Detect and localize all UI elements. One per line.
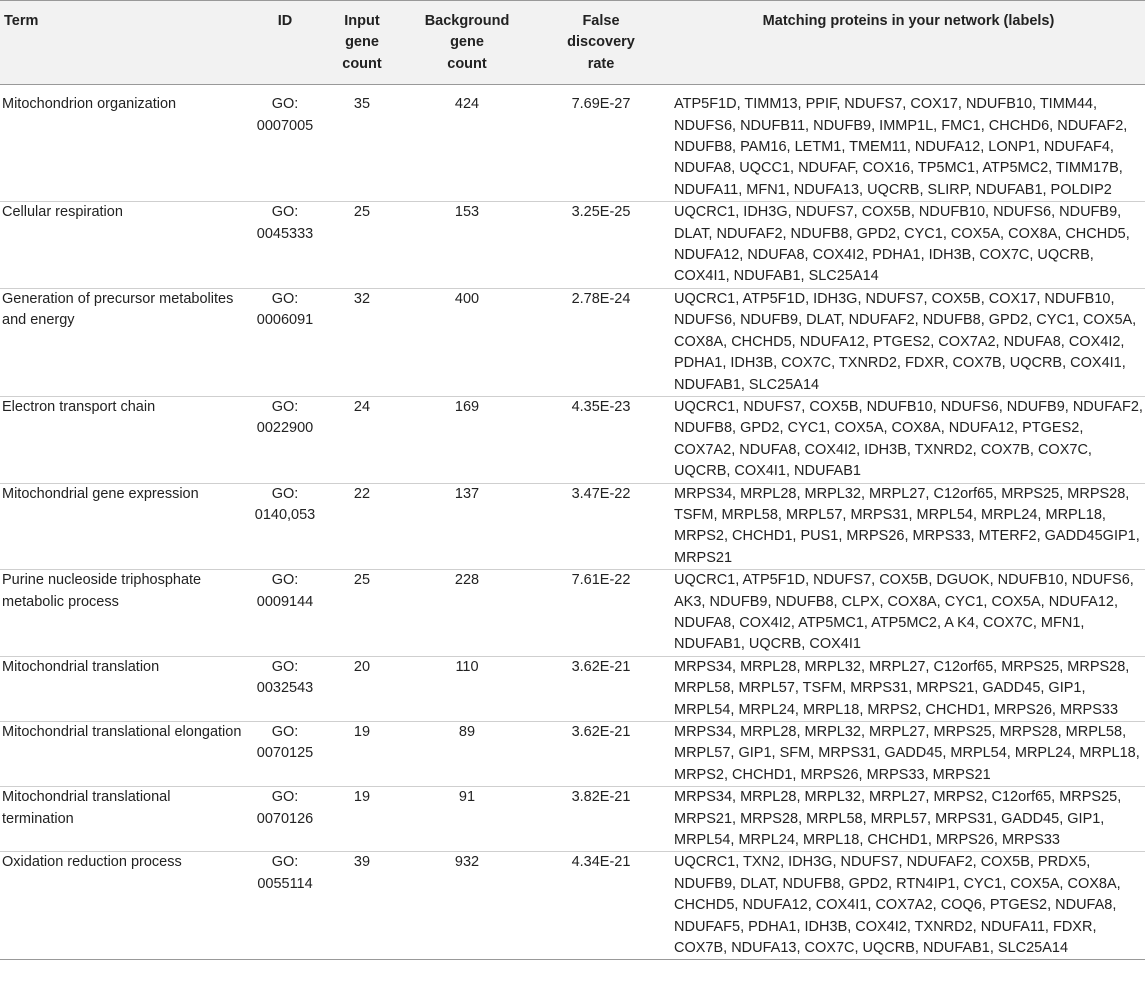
background-count-cell: 228 [404, 570, 530, 657]
header-fdr-line-3: rate [587, 55, 615, 72]
fdr-cell: 7.61E-22 [530, 570, 672, 657]
table-row [0, 852, 1145, 960]
id-cell [250, 288, 320, 396]
table-row [0, 396, 1145, 483]
background-count-cell: 89 [404, 722, 530, 787]
input-count-cell: 19 [320, 722, 404, 787]
input-count-cell: 22 [320, 483, 404, 570]
fdr-cell: 3.62E-21 [530, 656, 672, 721]
header-background-line-3: count [447, 55, 487, 72]
matching-proteins-cell: UQCRC1, ATP5F1D, IDH3G, NDUFS7, COX5B, COX17, NDUFB10, NDUFS6, NDUFB9, DLAT, NDUFAF2, NDUFB8, GPD2, CYC1, COX5A, COX8A, CHCHD5, NDUFA12, PTGES2, COX7A2, NDUFA8, COX4I2, PDHA1, IDH3B, COX7C, TXNRD2, FDXR, COX7B, UQCRB, COX4I1, NDUFAB1, SLC25A14 [672, 288, 1145, 396]
fdr-cell: 7.69E-27 [530, 85, 672, 202]
term-cell: Generation of precursor metabolites and energy [0, 288, 250, 396]
input-count-cell: 20 [320, 656, 404, 721]
background-count-cell: 110 [404, 656, 530, 721]
id-cell [250, 656, 320, 721]
header-term: Term [0, 1, 250, 85]
header-input-gene-count [320, 1, 404, 85]
term-cell: Purine nucleoside triphosphate metabolic process [0, 570, 250, 657]
matching-proteins-cell: MRPS34, MRPL28, MRPL32, MRPL27, C12orf65, MRPS25, MRPS28, MRPL58, MRPL57, TSFM, MRPS31, MRPS21, GADD45, GIP1, MRPL54, MRPL24, MRPL18, MRPS2, CHCHD1, MRPS26, MRPS33 [672, 656, 1145, 721]
background-count-cell: 91 [404, 787, 530, 852]
input-count-cell: 24 [320, 396, 404, 483]
fdr-cell: 4.34E-21 [530, 852, 672, 960]
input-count-cell: 25 [320, 202, 404, 289]
id-cell [250, 85, 320, 202]
id-number: 0070125 [256, 745, 314, 762]
header-fdr-line-2: discovery [567, 34, 635, 51]
id-number: 0022900 [256, 420, 314, 437]
fdr-cell: 4.35E-23 [530, 396, 672, 483]
matching-proteins-cell: UQCRC1, ATP5F1D, NDUFS7, COX5B, DGUOK, NDUFB10, NDUFS6, AK3, NDUFB9, NDUFB8, CLPX, COX8A, CYC1, COX5A, NDUFA12, NDUFA8, COX4I2, ATP5MC1, ATP5MC2, A K4, COX7C, MFN1, NDUFAB1, UQCRB, COX4I1 [672, 570, 1145, 657]
header-input-line-2: gene [345, 34, 379, 51]
background-count-cell: 932 [404, 852, 530, 960]
term-cell: Electron transport chain [0, 396, 250, 483]
term-cell: Cellular respiration [0, 202, 250, 289]
term-cell: Mitochondrial translation [0, 656, 250, 721]
term-cell: Mitochondrion organization [0, 85, 250, 202]
id-prefix: GO: [271, 658, 299, 675]
header-row [0, 1, 1145, 85]
matching-proteins-cell: MRPS34, MRPL28, MRPL32, MRPL27, C12orf65, MRPS25, MRPS28, TSFM, MRPL58, MRPL57, MRPS31, MRPL54, MRPL24, MRPL18, MRPS2, CHCHD1, PUS1, MRPS26, MRPS33, MTERF2, GADD45GIP1, MRPS21 [672, 483, 1145, 570]
header-background-line-1: Background [424, 13, 510, 29]
header-id: ID [250, 1, 320, 85]
header-input-line-3: count [342, 55, 382, 72]
fdr-cell: 3.47E-22 [530, 483, 672, 570]
fdr-cell: 3.62E-21 [530, 722, 672, 787]
id-prefix: GO: [271, 204, 299, 221]
table-row [0, 656, 1145, 721]
id-prefix: GO: [271, 854, 299, 871]
id-cell [250, 787, 320, 852]
table-header [0, 1, 1145, 85]
id-number: 0007005 [256, 117, 314, 134]
input-count-cell: 19 [320, 787, 404, 852]
term-cell: Oxidation reduction process [0, 852, 250, 960]
header-fdr-line-1: False [582, 13, 620, 29]
background-count-cell: 424 [404, 85, 530, 202]
id-number: 0006091 [256, 312, 314, 329]
fdr-cell: 3.82E-21 [530, 787, 672, 852]
background-count-cell: 153 [404, 202, 530, 289]
id-prefix: GO: [271, 290, 299, 307]
header-background-gene-count [404, 1, 530, 85]
table-row [0, 483, 1145, 570]
table-row [0, 288, 1145, 396]
id-number: 0032543 [256, 680, 314, 697]
input-count-cell: 39 [320, 852, 404, 960]
header-input-line-1: Input [344, 13, 380, 29]
id-cell [250, 202, 320, 289]
id-prefix: GO: [271, 724, 299, 740]
id-number: 0045333 [256, 225, 314, 242]
background-count-cell: 137 [404, 483, 530, 570]
id-cell [250, 483, 320, 570]
id-number: 0009144 [256, 593, 314, 610]
id-prefix: GO: [271, 572, 299, 589]
matching-proteins-cell: MRPS34, MRPL28, MRPL32, MRPL27, MRPS2, C12orf65, MRPS25, MRPS21, MRPS28, MRPL58, MRPL57, MRPS31, GADD45, GIP1, MRPL54, MRPL24, MRPL18, CHCHD1, MRPS26, MRPS33 [672, 787, 1145, 852]
id-number: 0070126 [256, 810, 314, 827]
id-cell [250, 852, 320, 960]
id-prefix: GO: [271, 485, 299, 502]
fdr-cell: 3.25E-25 [530, 202, 672, 289]
table-row [0, 722, 1145, 787]
header-matching-proteins: Matching proteins in your network (labels) [672, 1, 1145, 85]
term-cell: Mitochondrial translational termination [0, 787, 250, 852]
term-cell: Mitochondrial translational elongation [0, 722, 250, 787]
input-count-cell: 35 [320, 85, 404, 202]
table-row [0, 787, 1145, 852]
id-number: 0140,053 [254, 506, 316, 523]
table-body [0, 85, 1145, 960]
id-prefix: GO: [271, 789, 299, 806]
matching-proteins-cell: UQCRC1, IDH3G, NDUFS7, COX5B, NDUFB10, NDUFS6, NDUFB9, DLAT, NDUFAF2, NDUFB8, GPD2, CYC1, COX5A, COX8A, CHCHD5, NDUFA12, NDUFA8, COX4I2, PDHA1, IDH3B, COX7C, UQCRB, COX4I1, NDUFAB1, SLC25A14 [672, 202, 1145, 289]
id-number: 0055114 [257, 875, 313, 892]
table-row [0, 85, 1145, 202]
table-row [0, 570, 1145, 657]
matching-proteins-cell: MRPS34, MRPL28, MRPL32, MRPL27, MRPS25, MRPS28, MRPL58, MRPL57, GIP1, SFM, MRPS31, GADD45, MRPL54, MRPL24, MRPL18, MRPS2, CHCHD1, MRPS26, MRPS33, MRPS21 [672, 722, 1145, 787]
id-prefix: GO: [271, 398, 299, 415]
background-count-cell: 169 [404, 396, 530, 483]
id-cell [250, 722, 320, 787]
id-cell [250, 396, 320, 483]
matching-proteins-cell: UQCRC1, TXN2, IDH3G, NDUFS7, NDUFAF2, COX5B, PRDX5, NDUFB9, DLAT, NDUFB8, GPD2, RTN4IP1, CYC1, COX5A, COX8A, CHCHD5, NDUFA12, COX4I1, COX7A2, COQ6, PTGES2, NDUFA8, NDUFAF5, PDHA1, IDH3B, COX4I2, TXNRD2, NDUFA11, FDXR, COX7B, NDUFA13, COX7C, UQCRB, NDUFAB1, SLC25A14 [672, 852, 1145, 960]
background-count-cell: 400 [404, 288, 530, 396]
id-prefix: GO: [271, 96, 299, 113]
input-count-cell: 25 [320, 570, 404, 657]
fdr-cell: 2.78E-24 [530, 288, 672, 396]
matching-proteins-cell: ATP5F1D, TIMM13, PPIF, NDUFS7, COX17, NDUFB10, TIMM44, NDUFS6, NDUFB11, NDUFB9, IMMP1L, FMC1, CHCHD6, NDUFAF2, NDUFB8, PAM16, LETM1, TMEM11, NDUFA12, LONP1, NDUFAF4, NDUFA8, UQCC1, NDUFAF, COX16, TP5MC1, ATP5MC2, TIMM17B, NDUFA11, MFN1, NDUFA13, UQCRB, SLIRP, NDUFAB1, POLDIP2 [672, 85, 1145, 202]
input-count-cell: 32 [320, 288, 404, 396]
header-background-line-2: gene [450, 34, 484, 51]
id-cell [250, 570, 320, 657]
header-false-discovery-rate [530, 1, 672, 85]
term-cell: Mitochondrial gene expression [0, 483, 250, 570]
matching-proteins-cell: UQCRC1, NDUFS7, COX5B, NDUFB10, NDUFS6, NDUFB9, NDUFAF2, NDUFB8, GPD2, CYC1, COX5A, COX8A, NDUFA12, PTGES2, COX7A2, NDUFA8, COX4I2, IDH3B, TXNRD2, COX7B, COX7C, UQCRB, COX4I1, NDUFAB1 [672, 396, 1145, 483]
table-row [0, 202, 1145, 289]
